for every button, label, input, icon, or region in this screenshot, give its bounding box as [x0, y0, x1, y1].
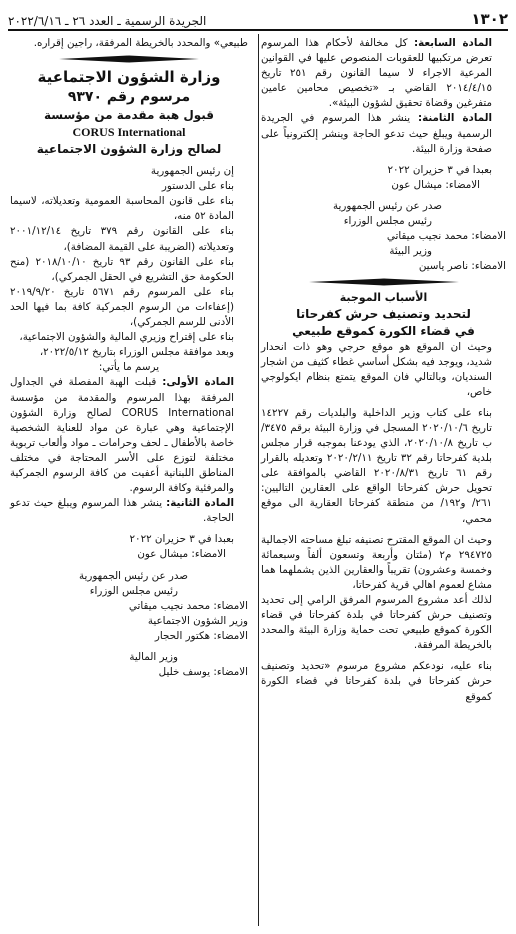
- minister-title: وزير البيئة: [389, 245, 432, 258]
- decree-subject-1: قبول هبة مقدمة من مؤسسة: [43, 108, 215, 123]
- continuation-line: طبيعي» والمحدد بالخريطة المرفقة، راجين إقراره.: [33, 37, 248, 49]
- reasons-subtitle-2: في قضاء الكورة كموقع طبيعي: [292, 323, 475, 338]
- issued-by: صدر عن رئيس الجمهورية: [332, 199, 442, 212]
- signature-pm: الامضاء: محمد نجيب ميقاتي: [128, 599, 248, 612]
- signature-finance-minister: الامضاء: يوسف خليل: [158, 666, 248, 679]
- signature-president: الامضاء: ميشال عون: [137, 548, 226, 561]
- preamble-line: بناء على القانون رقم ٩٣ تاريخ ٢٠١٨/١٠/١٠ (منح الحكومة حق التشريع في الحقل الجمركي)،: [10, 255, 234, 283]
- signature-pm: الامضاء: محمد نجيب ميقاتي: [386, 230, 506, 243]
- right-column: [261, 36, 506, 705]
- date-line: بعبدا في ٣ حزيران ٢٠٢٢: [129, 533, 234, 546]
- article-8: المادة الثامنة: ينشر هذا المرسوم في الجريدة الرسمية ويبلغ حيث تدعو الحاجة وينشر إلكترونياً على صفحة وزارة البيئة.: [261, 112, 492, 155]
- signature-president: الامضاء: ميشال عون: [391, 178, 480, 191]
- ministry-title: وزارة الشؤون الاجتماعية: [37, 68, 221, 87]
- reason-paragraph: لذلك أعد مشروع المرسوم المرفق الرامي إلى تحديد وتصنيف حرش كفرحاتا في بلدة كفرحاتا في قضاء الكورة كموقع طبيعي تحت حماية وزارة البيئة والمحدد بالخريطة المرفقة.: [261, 594, 492, 652]
- separator-ornament: [309, 278, 459, 286]
- preamble-line: بناء على القانون رقم ٣٧٩ تاريخ ٢٠٠١/١٢/١٤ وتعديلاته (الضريبة على القيمة المضافة)،: [10, 225, 234, 253]
- preamble-line: بناء على إقتراح وزيري المالية والشؤون الاجتماعية،: [19, 331, 234, 344]
- column-divider: [258, 34, 259, 926]
- preamble-line: إن رئيس الجمهورية: [150, 165, 234, 178]
- decree-number: مرسوم رقم ٩٣٧٠: [67, 89, 191, 106]
- preamble-line: بناء على المرسوم رقم ٥٦٧١ تاريخ ٢٠١٩/٩/٢٠ (إعفاءات من الرسوم الجمركية كافة بما فيها الحد الأدنى للرسم الجمركي)،: [10, 285, 234, 329]
- date-line: بعبدا في ٣ حزيران ٢٠٢٢: [387, 163, 492, 176]
- article-2: المادة الثانية: ينشر هذا المرسوم ويبلغ حيث تدعو الحاجة.: [10, 497, 234, 525]
- decrees-line: يرسم ما يأتي:: [98, 361, 160, 374]
- minister-title: وزير الشؤون الاجتماعية: [147, 614, 248, 627]
- finance-minister-title: وزير المالية: [129, 651, 178, 663]
- preamble-line: بناء على قانون المحاسبة العمومية وتعديلاته، لاسيما المادة ٥٢ منه،: [10, 195, 234, 223]
- signature-minister: الامضاء: هكتور الحجار: [154, 629, 248, 642]
- signature-minister: الامضاء: ناصر ياسين: [418, 260, 506, 273]
- pm-title: رئيس مجلس الوزراء: [89, 584, 178, 597]
- reason-paragraph: بناء على كتاب وزير الداخلية والبلديات رقم ١٤٢٢٧ تاريخ ٢٠٢٠/١٠/٦ المسجل في وزارة البيئة برقم ٣٤٧٥/ب تاريخ ٢٠٢٠/١٠/٨، الذي يودعنا بموجبه قرار مجلس بلدية كفرحاتا رقم ٣٢ تاريخ ٢٠٢٠/٢/١١ وتعديله بالقرار رقم ٦١ تاريخ ٢٠٢٠/٨/٣١ القاضي بالموافقة على تحويل حرش كفرحاتا الواقع على العقارين التاليين: ٢٦١/ و١٩٢/ من منطقة كفرحاتا العقارية الى موقع محمي،: [261, 406, 493, 525]
- preamble-line: وبعد موافقة مجلس الوزراء بتاريخ ٢٠٢٢/٥/١٢،: [39, 346, 234, 359]
- reason-paragraph: وحيث ان الموقع هو موقع حرجي وهو ذات انحدار شديد، ويوجد فيه بشكل أساسي غطاء كثيف من اشجار السنديان، وبالتالي فان الموقع يتمتع بنظام ايكولوجي خاص،: [261, 340, 492, 398]
- header-rule: [8, 29, 508, 31]
- left-column: [10, 36, 248, 680]
- separator-ornament: [59, 55, 199, 63]
- reasons-subtitle-1: لتحديد وتصنيف حرش كفرحاتا: [296, 306, 471, 321]
- reason-paragraph: وحيث ان الموقع المقترح تصنيفه تبلغ مساحته الاجمالية ٢٩٤٧٢٥ م٢ (مئتان وأربعة وتسعون ألفاً وسبعمائة وخمسة وعشرون) تقريباً والعقارين الذين يشملهما هما مشاع لعموم اهالي قرية كفرحاتا،: [261, 533, 493, 591]
- decree-subject-2: لصالح وزارة الشؤون الاجتماعية: [36, 142, 222, 157]
- issue-line: الجريدة الرسمية ـ العدد ٢٦ ـ ٢٠٢٢/٦/١٦: [8, 14, 207, 28]
- reason-paragraph: بناء عليه، نودعكم مشروع مرسوم «تحديد وتصنيف حرش كفرحاتا في بلدة كفرحاتا في قضاء الكورة كموقع: [261, 660, 492, 703]
- article-7: المادة السابعة: كل مخالفة لأحكام هذا المرسوم تعرض مرتكبيها للعقوبات المنصوص عليها في القوانين المرعية الاجراء لا سيما القانون رقم ٢٥١ تاريخ ٢٠١٤/٤/١٥ القاضي بـ «تخصيص محامين عامين متفرغين وقضاة تحقيق لشؤون البيئة».: [261, 37, 493, 110]
- decree-subject-org: CORUS International: [72, 125, 186, 140]
- page-number: ١٣٠٢: [471, 10, 508, 28]
- page-header: [8, 6, 508, 28]
- article-1: المادة الأولى: قبلت الهبة المفصلة في الجداول المرفقة بهذا المرسوم والمقدمة من مؤسسة CORUS International لصالح وزارة الشؤون الإجتماعية وهي عبارة عن مواد للعناية الشخصية خاصة بالأطفال ـ لحف وحرامات ـ مواد وألعاب تربوية مختلفة لتوزع على الأسر المحتاجة في مختلف المناطق اللبنانية أعفيت من كافة الرسوم الجمركية والمرفئية وكافة الرسوم.: [10, 376, 234, 495]
- issued-by: صدر عن رئيس الجمهورية: [78, 569, 188, 582]
- preamble-line: بناء على الدستور: [161, 180, 234, 193]
- reasons-title: الأسباب الموجبة: [339, 291, 428, 305]
- pm-title: رئيس مجلس الوزراء: [343, 215, 432, 228]
